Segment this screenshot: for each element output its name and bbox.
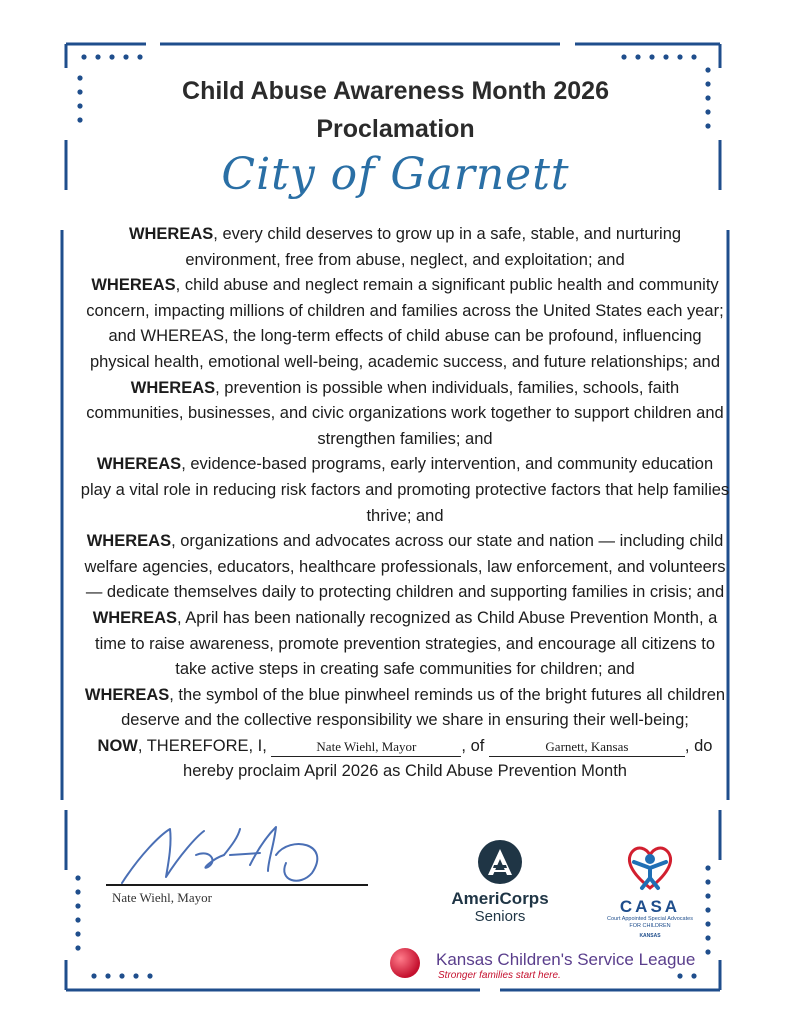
casa-subtitle: Court Appointed Special Advocates [607,916,693,922]
kcsl-logo [390,947,696,983]
jurisdiction-field: Garnett, Kansas [489,738,685,757]
whereas-clause-7: WHEREAS, the symbol of the blue pinwheel reminds us of the bright futures all children deserve and the collective responsibility we share in ensuring their well-being; [84,685,726,730]
proclamation-body [80,222,730,785]
kcsl-name: Kansas Children's Service League [436,950,696,969]
proclamation-title: Child Abuse Awareness Month 2026 [182,77,609,105]
kcsl-tagline: Stronger families start here. [438,970,561,981]
proclamation-subtitle: Proclamation [316,115,475,143]
signature-image [100,815,340,895]
signature-line [106,884,368,886]
whereas-clause-4: WHEREAS, evidence-based programs, early intervention, and community education play a vital role in reducing risk factors and promoting protective factors that help families thrive; and [80,455,730,525]
whereas-clause-5: WHEREAS, organizations and advocates across our state and nation — including child welfare agencies, educators, healthcare professionals, law enforcement, and volunteers — dedicate themselves daily to protecting children and supporting families in crisis; and [84,532,726,602]
casa-name: CASA [619,897,681,916]
americorps-a-icon [478,840,522,884]
official-name-field: Nate Wiehl, Mayor [271,738,461,757]
casa-subtitle-2: FOR CHILDREN [629,923,671,929]
now-therefore-clause: NOW, THEREFORE, I, Nate Wiehl, Mayor , of Garnett, Kansas , do hereby proclaim April 2026 as Child Abuse Prevention Month [97,736,713,781]
signer-label: Nate Wiehl, Mayor [112,890,212,905]
kcsl-ball-icon [390,948,420,978]
casa-heart-figure-icon [622,842,678,892]
whereas-clause-2: WHEREAS, child abuse and neglect remain a significant public health and community concern, impacting millions of children and families across the United States each year; and WHEREAS, the long-term effects of child abuse can be profound, influencing physical health, emotional well-being, academic success, and future relationships; and [86,276,724,371]
whereas-clause-6: WHEREAS, April has been nationally recognized as Child Abuse Prevention Month, a time to raise awareness, promote prevention strategies, and encourage all citizens to take active steps in creating safe communities for children; and [92,608,718,679]
casa-logo [598,842,702,939]
americorps-seniors-logo [440,840,560,926]
city-script-heading: City of Garnett [221,149,570,200]
whereas-clause-3: WHEREAS, prevention is possible when individuals, families, schools, faith communities, businesses, and civic organizations work together to support children and strengthen families; and [86,378,724,448]
americorps-subtitle: Seniors [474,908,526,925]
whereas-clause-1: WHEREAS, every child deserves to grow up in a safe, stable, and nurturing environment, free from abuse, neglect, and exploitation; and [128,225,682,269]
casa-state: KANSAS [639,933,661,939]
americorps-name: AmeriCorps [451,889,549,908]
